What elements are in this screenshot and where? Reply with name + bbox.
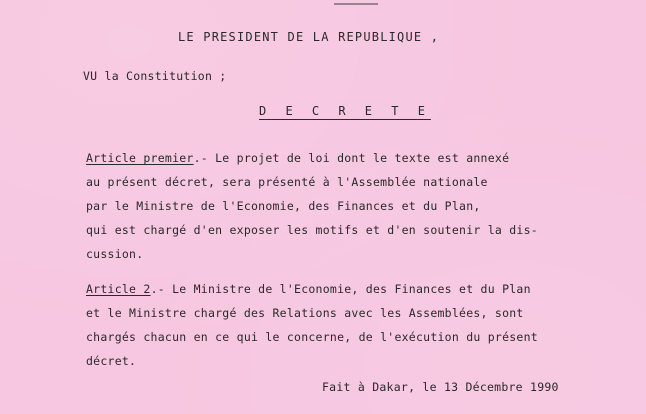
article2-line1-text: .- Le Ministre de l'Economie, des Finances et du Plan (150, 282, 531, 296)
signoff-place-date: Fait à Dakar, le 13 Décembre 1990 (322, 380, 559, 394)
article1-line1-text: .- Le projet de loi dont le texte est annexé (193, 151, 510, 165)
article2-label: Article 2 (86, 282, 151, 296)
article1-label: Article premier (86, 151, 194, 165)
preamble-text: VU la Constitution ; (83, 69, 227, 83)
decree-heading: D E C R E T E (259, 104, 431, 118)
top-stamp-fragment (334, 0, 378, 5)
article1-line3: par le Ministre de l'Economie, des Finances et du Plan, (86, 199, 481, 213)
article1-line1 (86, 151, 509, 165)
document-header: LE PRESIDENT DE LA REPUBLIQUE , (178, 30, 440, 44)
article2-line4: décret. (86, 354, 137, 368)
article2-line2: et le Ministre chargé des Relations avec les Assemblées, sont (86, 306, 524, 320)
article2-line1 (86, 282, 531, 296)
article1-line4: qui est chargé d'en exposer les motifs et d'en soutenir la dis- (86, 223, 538, 237)
article1-line5: cussion. (86, 247, 144, 261)
article1-line2: au présent décret, sera présenté à l'Assemblée nationale (86, 175, 488, 189)
article2-line3: chargés chacun en ce qui le concerne, de l'exécution du présent (86, 330, 538, 344)
